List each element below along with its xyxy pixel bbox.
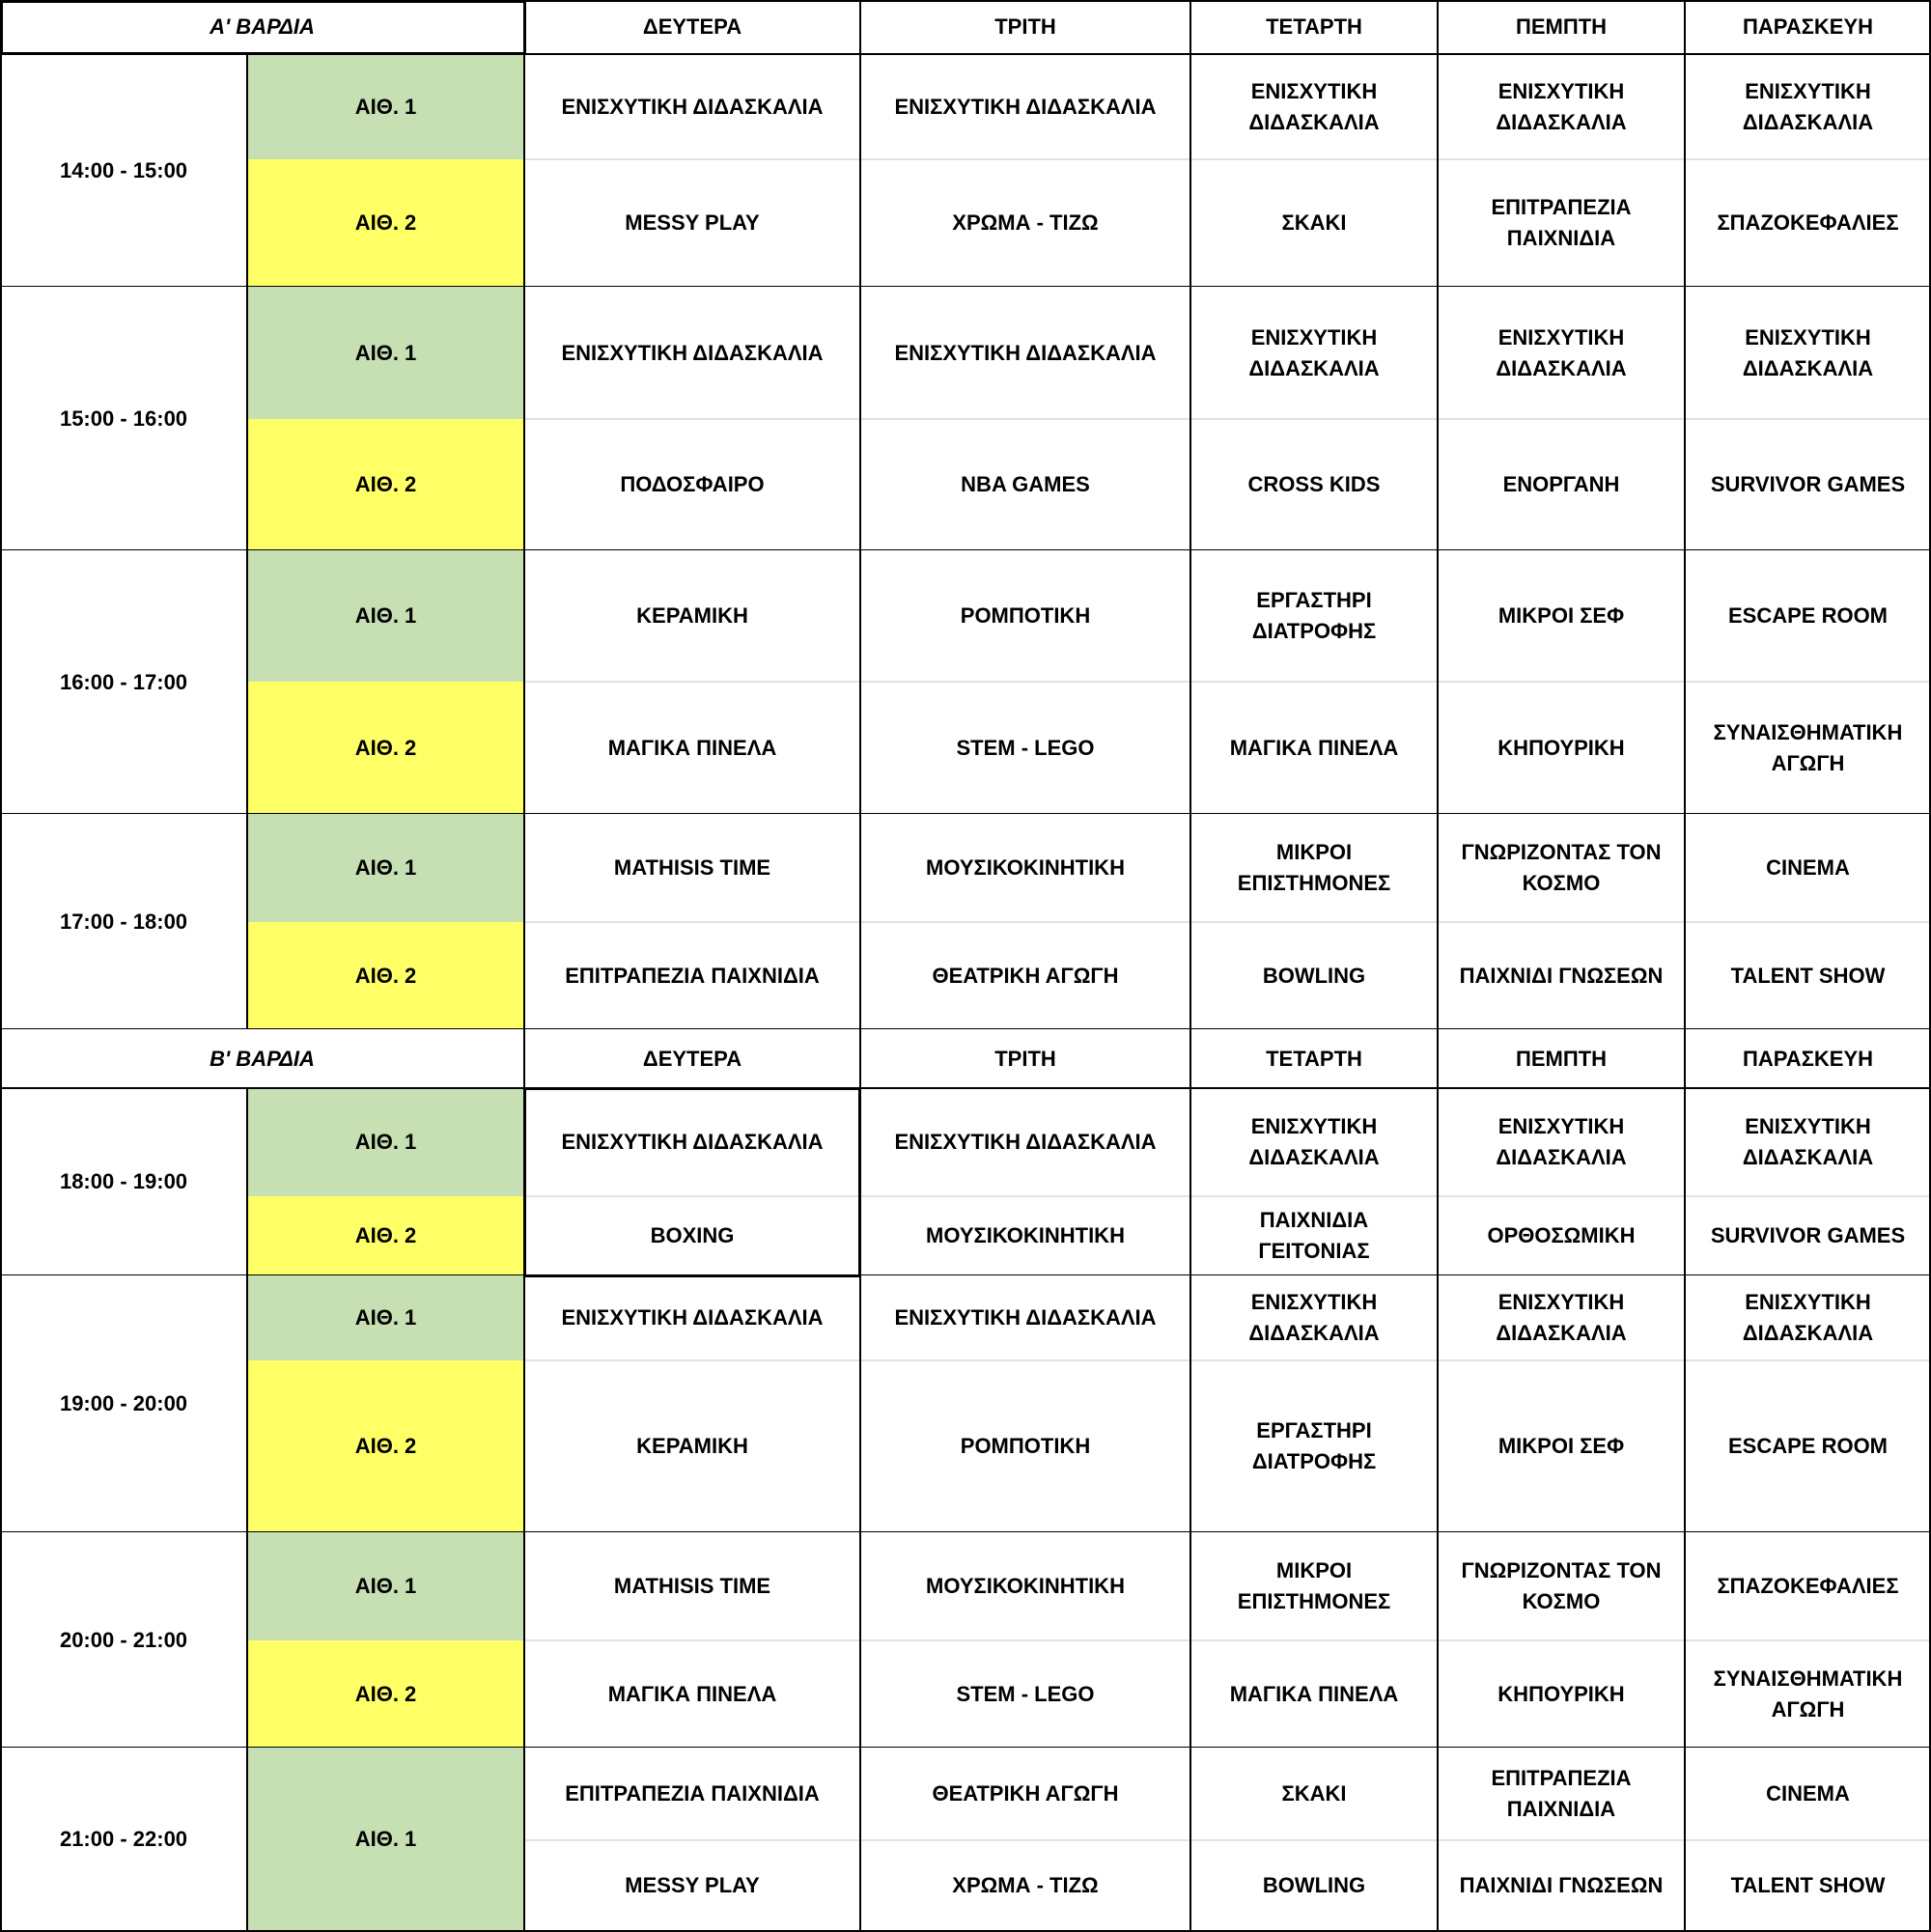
room-label: ΑΙΘ. 2 [247,159,524,287]
activity-cell: ESCAPE ROOM [1685,550,1931,682]
grid-line [524,681,1931,683]
time-slot: 15:00 - 16:00 [0,287,247,550]
activity-cell: CINEMA [1685,814,1931,922]
grid-line [524,1639,1931,1641]
room-label: ΑΙΘ. 1 [247,1748,524,1931]
activity-cell: ΧΡΩΜΑ - ΤΙΖΩ [860,159,1190,287]
activity-cell: ΡΟΜΠΟΤΙΚΗ [860,550,1190,682]
activity-cell: TALENT SHOW [1685,1840,1931,1931]
activity-cell: ΕΝΟΡΓΑΝΗ [1438,419,1685,550]
activity-cell: ΘΕΑΤΡΙΚΗ ΑΓΩΓΗ [860,1748,1190,1840]
activity-cell: ESCAPE ROOM [1685,1360,1931,1532]
room-label: ΑΙΘ. 1 [247,1088,524,1196]
day-header: ΔΕΥΤΕΡΑ [524,1029,860,1088]
activity-cell: ΕΝΙΣΧΥΤΙΚΗ ΔΙΔΑΣΚΑΛΙΑ [860,54,1190,159]
activity-cell: ΜΟΥΣΙΚΟΚΙΝΗΤΙΚΗ [860,814,1190,922]
activity-cell: ΜΑΓΙΚΑ ΠΙΝΕΛΑ [524,682,860,814]
activity-cell: ΕΝΙΣΧΥΤΙΚΗ ΔΙΔΑΣΚΑΛΙΑ [1438,1088,1685,1196]
room-label: ΑΙΘ. 2 [247,922,524,1029]
activity-cell: ΜΙΚΡΟΙ ΣΕΦ [1438,1360,1685,1532]
activity-cell: ΜΟΥΣΙΚΟΚΙΝΗΤΙΚΗ [860,1532,1190,1640]
time-slot: 17:00 - 18:00 [0,814,247,1029]
room-label: ΑΙΘ. 2 [247,1196,524,1275]
activity-cell: ΕΝΙΣΧΥΤΙΚΗ ΔΙΔΑΣΚΑΛΙΑ [524,287,860,419]
grid-line [1684,0,1686,1931]
activity-cell: ΚΕΡΑΜΙΚΗ [524,550,860,682]
time-slot: 16:00 - 17:00 [0,550,247,814]
activity-cell: ΜΙΚΡΟΙ ΣΕΦ [1438,550,1685,682]
grid-line [524,921,1931,923]
activity-cell: ΠΑΙΧΝΙΔΙΑ ΓΕΙΤΟΝΙΑΣ [1190,1196,1438,1275]
time-slot: 20:00 - 21:00 [0,1532,247,1748]
activity-cell: MESSY PLAY [524,159,860,287]
activity-cell: STEM - LEGO [860,1640,1190,1748]
day-header: ΤΕΤΑΡΤΗ [1190,1029,1438,1088]
activity-cell: ΜΑΓΙΚΑ ΠΙΝΕΛΑ [1190,682,1438,814]
room-label: ΑΙΘ. 1 [247,1275,524,1360]
grid-line [0,0,1931,2]
activity-cell: ΕΝΙΣΧΥΤΙΚΗ ΔΙΔΑΣΚΑΛΙΑ [1190,1088,1438,1196]
day-header: ΠΕΜΠΤΗ [1438,0,1685,54]
day-header: ΠΑΡΑΣΚΕΥΗ [1685,1029,1931,1088]
activity-cell: ΕΝΙΣΧΥΤΙΚΗ ΔΙΔΑΣΚΑΛΙΑ [860,287,1190,419]
grid-line [0,0,2,1931]
room-label: ΑΙΘ. 2 [247,419,524,550]
activity-cell: ΕΝΙΣΧΥΤΙΚΗ ΔΙΔΑΣΚΑΛΙΑ [1190,1275,1438,1360]
activity-cell: ΠΟΔΟΣΦΑΙΡΟ [524,419,860,550]
activity-cell: ΡΟΜΠΟΤΙΚΗ [860,1360,1190,1532]
activity-cell: CINEMA [1685,1748,1931,1840]
activity-cell: ΚΕΡΑΜΙΚΗ [524,1360,860,1532]
grid-line [1189,0,1191,1931]
activity-cell: ΜΑΓΙΚΑ ΠΙΝΕΛΑ [1190,1640,1438,1748]
activity-cell: ΕΝΙΣΧΥΤΙΚΗ ΔΙΔΑΣΚΑΛΙΑ [1685,54,1931,159]
activity-cell: ΜΟΥΣΙΚΟΚΙΝΗΤΙΚΗ [860,1196,1190,1275]
activity-cell: ΕΝΙΣΧΥΤΙΚΗ ΔΙΔΑΣΚΑΛΙΑ [524,1088,860,1196]
activity-cell: MESSY PLAY [524,1840,860,1931]
activity-cell: ΓΝΩΡΙΖΟΝΤΑΣ ΤΟΝ ΚΟΣΜΟ [1438,1532,1685,1640]
activity-cell: ΕΝΙΣΧΥΤΙΚΗ ΔΙΔΑΣΚΑΛΙΑ [524,1275,860,1360]
activity-cell: ΕΝΙΣΧΥΤΙΚΗ ΔΙΔΑΣΚΑΛΙΑ [1438,1275,1685,1360]
activity-cell: ΕΠΙΤΡΑΠΕΖΙΑ ΠΑΙΧΝΙΔΙΑ [524,1748,860,1840]
activity-cell: STEM - LEGO [860,682,1190,814]
activity-cell: ΕΝΙΣΧΥΤΙΚΗ ΔΙΔΑΣΚΑΛΙΑ [1685,1088,1931,1196]
activity-cell: BOWLING [1190,922,1438,1029]
activity-cell: ΜΙΚΡΟΙ ΕΠΙΣΤΗΜΟΝΕΣ [1190,814,1438,922]
room-label: ΑΙΘ. 1 [247,54,524,159]
activity-cell: ΧΡΩΜΑ - ΤΙΖΩ [860,1840,1190,1931]
grid-line [246,54,248,1029]
activity-cell: ΕΝΙΣΧΥΤΙΚΗ ΔΙΔΑΣΚΑΛΙΑ [1685,1275,1931,1360]
activity-cell: SURVIVOR GAMES [1685,1196,1931,1275]
activity-cell: ΚΗΠΟΥΡΙΚΗ [1438,682,1685,814]
activity-cell: NBA GAMES [860,419,1190,550]
activity-cell: ΕΠΙΤΡΑΠΕΖΙΑ ΠΑΙΧΝΙΔΙΑ [1438,1748,1685,1840]
activity-cell: MATHISIS TIME [524,814,860,922]
activity-cell: BOXING [524,1196,860,1275]
activity-cell: SURVIVOR GAMES [1685,419,1931,550]
activity-cell: ΠΑΙΧΝΙΔΙ ΓΝΩΣΕΩΝ [1438,922,1685,1029]
time-slot: 14:00 - 15:00 [0,54,247,287]
activity-cell: ΣΚΑΚΙ [1190,159,1438,287]
time-slot: 21:00 - 22:00 [0,1748,247,1931]
grid-line [0,1087,1931,1089]
grid-line [524,1195,1931,1197]
grid-line [524,1839,1931,1841]
activity-cell: ΕΝΙΣΧΥΤΙΚΗ ΔΙΔΑΣΚΑΛΙΑ [860,1088,1190,1196]
activity-cell: ΣΥΝΑΙΣΘΗΜΑΤΙΚΗ ΑΓΩΓΗ [1685,1640,1931,1748]
activity-cell: ΜΑΓΙΚΑ ΠΙΝΕΛΑ [524,1640,860,1748]
activity-cell: ΕΝΙΣΧΥΤΙΚΗ ΔΙΔΑΣΚΑΛΙΑ [1438,287,1685,419]
time-slot: 18:00 - 19:00 [0,1088,247,1275]
grid-line [0,53,1931,55]
grid-line [246,1088,248,1931]
day-header: ΔΕΥΤΕΡΑ [524,0,860,54]
room-label: ΑΙΘ. 2 [247,1640,524,1748]
activity-cell: ΘΕΑΤΡΙΚΗ ΑΓΩΓΗ [860,922,1190,1029]
room-label: ΑΙΘ. 2 [247,682,524,814]
activity-cell: ΜΙΚΡΟΙ ΕΠΙΣΤΗΜΟΝΕΣ [1190,1532,1438,1640]
grid-line [524,418,1931,420]
room-label: ΑΙΘ. 1 [247,814,524,922]
grid-line [523,0,525,1931]
room-label: ΑΙΘ. 1 [247,1532,524,1640]
activity-cell: ΕΝΙΣΧΥΤΙΚΗ ΔΙΔΑΣΚΑΛΙΑ [1190,287,1438,419]
activity-cell: ΕΡΓΑΣΤΗΡΙ ΔΙΑΤΡΟΦΗΣ [1190,1360,1438,1532]
activity-cell: ΣΚΑΚΙ [1190,1748,1438,1840]
activity-cell: ΕΡΓΑΣΤΗΡΙ ΔΙΑΤΡΟΦΗΣ [1190,550,1438,682]
activity-cell: CROSS KIDS [1190,419,1438,550]
room-label: ΑΙΘ. 1 [247,287,524,419]
activity-cell: ΕΝΙΣΧΥΤΙΚΗ ΔΙΔΑΣΚΑΛΙΑ [1190,54,1438,159]
activity-cell: ΕΠΙΤΡΑΠΕΖΙΑ ΠΑΙΧΝΙΔΙΑ [1438,159,1685,287]
day-header: ΠΑΡΑΣΚΕΥΗ [1685,0,1931,54]
time-slot: 19:00 - 20:00 [0,1275,247,1532]
activity-cell: ΣΠΑΖΟΚΕΦΑΛΙΕΣ [1685,1532,1931,1640]
shift-label: Β' ΒΑΡΔΙΑ [0,1029,524,1088]
day-header: ΤΕΤΑΡΤΗ [1190,0,1438,54]
activity-cell: ΠΑΙΧΝΙΔΙ ΓΝΩΣΕΩΝ [1438,1840,1685,1931]
grid-line [1437,0,1439,1931]
grid-line [859,0,861,1931]
activity-cell: ΕΝΙΣΧΥΤΙΚΗ ΔΙΔΑΣΚΑΛΙΑ [1438,54,1685,159]
shift-label: Α' ΒΑΡΔΙΑ [0,0,524,54]
room-label: ΑΙΘ. 2 [247,1360,524,1532]
activity-cell: ΚΗΠΟΥΡΙΚΗ [1438,1640,1685,1748]
activity-cell: BOWLING [1190,1840,1438,1931]
activity-cell: ΣΠΑΖΟΚΕΦΑΛΙΕΣ [1685,159,1931,287]
activity-cell: ΟΡΘΟΣΩΜΙΚΗ [1438,1196,1685,1275]
day-header: ΤΡΙΤΗ [860,0,1190,54]
activity-cell: ΣΥΝΑΙΣΘΗΜΑΤΙΚΗ ΑΓΩΓΗ [1685,682,1931,814]
room-label: ΑΙΘ. 1 [247,550,524,682]
activity-cell: ΕΝΙΣΧΥΤΙΚΗ ΔΙΔΑΣΚΑΛΙΑ [1685,287,1931,419]
grid-line [524,158,1931,160]
activity-cell: MATHISIS TIME [524,1532,860,1640]
grid-line [524,1359,1931,1361]
activity-cell: ΕΝΙΣΧΥΤΙΚΗ ΔΙΔΑΣΚΑΛΙΑ [860,1275,1190,1360]
activity-cell: ΕΠΙΤΡΑΠΕΖΙΑ ΠΑΙΧΝΙΔΙΑ [524,922,860,1029]
activity-cell: ΓΝΩΡΙΖΟΝΤΑΣ ΤΟΝ ΚΟΣΜΟ [1438,814,1685,922]
activity-cell: TALENT SHOW [1685,922,1931,1029]
activity-cell: ΕΝΙΣΧΥΤΙΚΗ ΔΙΔΑΣΚΑΛΙΑ [524,54,860,159]
day-header: ΤΡΙΤΗ [860,1029,1190,1088]
day-header: ΠΕΜΠΤΗ [1438,1029,1685,1088]
